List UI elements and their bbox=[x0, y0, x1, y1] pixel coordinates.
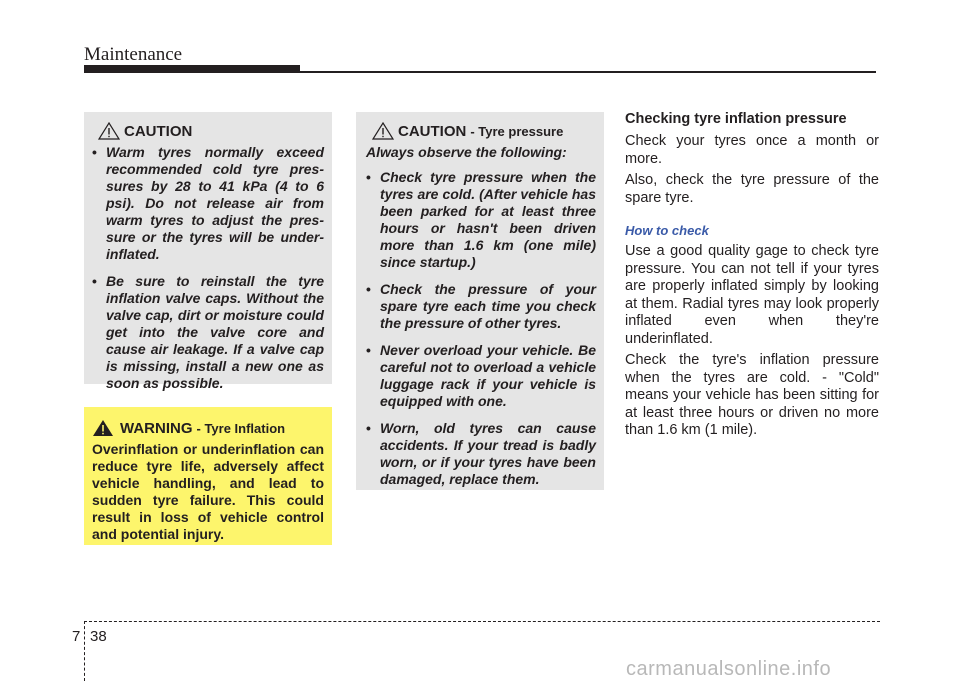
list-item: • Check the pressure of your spare tyre each time you check the pressure of other tyres. bbox=[366, 281, 596, 332]
warning-subtitle: - Tyre Inflation bbox=[196, 420, 286, 436]
subsection-heading: How to check bbox=[625, 223, 709, 238]
caution-list bbox=[92, 144, 324, 392]
header-rule bbox=[300, 71, 876, 73]
list-item: • Worn, old tyres can cause accidents. If your tread is badly worn, or if your tyres have been damaged, replace them. bbox=[366, 420, 596, 488]
paragraph: Use a good quality gage to check tyre pressure. You can not tell if your tyres are properly inflated simply by looking at them. Radial tyres may look properly inflated even when they're underinflated. bbox=[625, 243, 879, 347]
caution-title: CAUTION bbox=[398, 122, 467, 140]
section-heading: Checking tyre inflation pressure bbox=[625, 111, 847, 127]
caution-subtitle: - Tyre pressure bbox=[470, 123, 564, 139]
paragraph: Also, check the tyre pressure of the spare tyre. bbox=[625, 172, 879, 206]
caution-title: CAUTION bbox=[124, 122, 193, 140]
caution-triangle-icon bbox=[98, 122, 120, 140]
warning-text: Overinflation or underinflation can reduce tyre life, adversely affect vehicle handling, and lead to sudden tyre failure. This could result in loss of vehicle control and potential injury. bbox=[92, 441, 324, 542]
caution-heading bbox=[92, 122, 324, 140]
caution-list bbox=[366, 169, 596, 488]
page-header-title: Maintenance bbox=[84, 44, 183, 65]
footer-divider bbox=[84, 621, 85, 681]
caution-triangle-icon bbox=[372, 122, 394, 140]
paragraph: Check the tyre's inflation pressure when the tyres are cold. - "Cold" means your vehicle has been sitting for at least three hours or driven no more than 1.6 km (1 mile). bbox=[625, 352, 879, 438]
watermark: carmanualsonline.info bbox=[626, 658, 832, 680]
chapter-number: 7 bbox=[72, 628, 81, 645]
list-item: • Never overload your vehicle. Be careful not to overload a vehicle luggage rack if your vehicle is equipped with one. bbox=[366, 342, 596, 410]
page-number: 38 bbox=[90, 628, 107, 645]
warning-triangle-icon bbox=[92, 419, 114, 437]
caution-box-tyre-pressure bbox=[356, 112, 604, 490]
caution-box-warm-tyres bbox=[84, 112, 332, 391]
warning-heading bbox=[92, 419, 324, 437]
caution-heading bbox=[366, 122, 596, 140]
warning-title: WARNING bbox=[120, 419, 193, 437]
header-bar bbox=[84, 65, 300, 73]
caution-lead: Always observe the following: bbox=[366, 144, 567, 160]
list-item: • Warm tyres normally exceed recommended cold tyre pres-sures by 28 to 41 kPa (4 to 6 psi). Do not release air from warm tyres to adjust the pres-sure or the tyres will be under-inflated. bbox=[92, 144, 324, 263]
warning-box-tyre-inflation bbox=[84, 407, 332, 545]
paragraph: Check your tyres once a month or more. bbox=[625, 133, 879, 167]
main-text-column bbox=[625, 111, 879, 444]
footer-rule bbox=[84, 621, 880, 622]
list-item: • Check tyre pressure when the tyres are cold. (After vehicle has been parked for at least three hours or hasn't been driven more than 1.6 km (one mile) since startup.) bbox=[366, 169, 596, 271]
list-item: • Be sure to reinstall the tyre inflation valve caps. Without the valve cap, dirt or moisture could get into the valve core and cause air leakage. If a valve cap is missing, install a new one as soon as possible. bbox=[92, 273, 324, 392]
